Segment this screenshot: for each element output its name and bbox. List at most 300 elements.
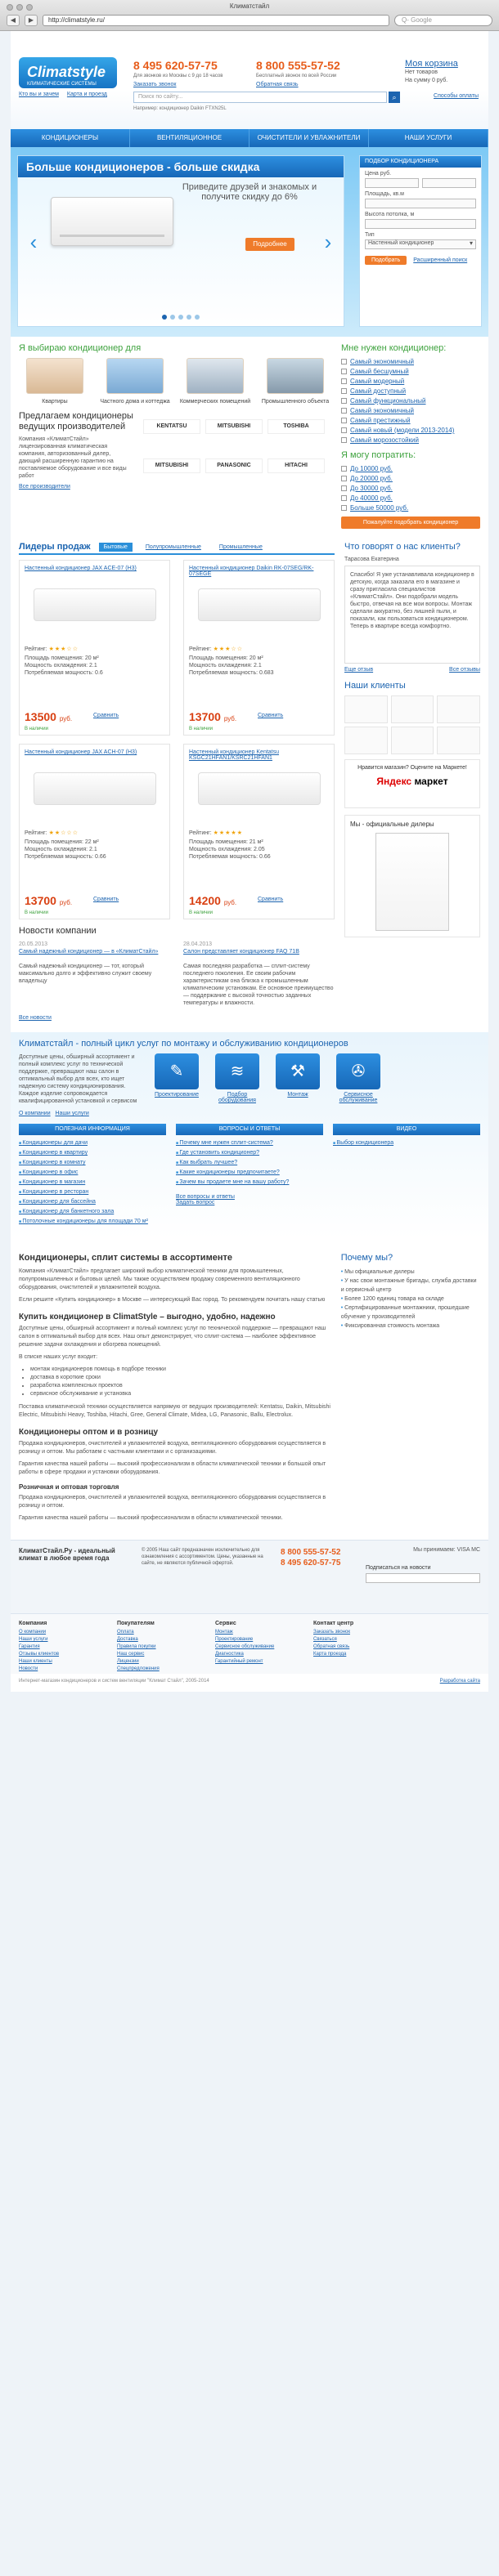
budget-option[interactable] — [341, 485, 480, 492]
browser-chrome — [0, 0, 499, 31]
brand-logo[interactable]: MITSUBISHI — [143, 458, 200, 473]
budget-title: Я могу потратить: — [341, 450, 416, 460]
brand-logo[interactable]: TOSHIBA — [267, 419, 325, 434]
cat-industrial[interactable]: Промышленного объекта — [259, 358, 331, 405]
checkbox[interactable] — [341, 466, 347, 472]
leaders-title: Лидеры продаж — [19, 542, 91, 552]
product-image[interactable] — [198, 772, 321, 805]
currency: руб. — [223, 899, 237, 906]
phone-moscow-note: Для звонков из Москвы с 9 до 18 часов — [133, 74, 223, 78]
faq-link[interactable]: ■ Где установить кондиционер? — [176, 1148, 323, 1158]
need-option-label[interactable]: Самый доступный — [350, 387, 407, 395]
footer-link[interactable]: Гарантия — [19, 1644, 40, 1649]
news-headline[interactable]: Самый надежный кондиционер — в «КлиматСтайл» — [19, 949, 159, 955]
product-spec: Мощность охлаждения: 2.1 — [189, 663, 262, 669]
choose-title: Я выбираю кондиционер для — [19, 343, 142, 353]
video-title: ВИДЕО — [333, 1124, 480, 1135]
tab-industrial[interactable]: Промышленные — [218, 544, 263, 550]
clients-title: Наши клиенты — [344, 681, 406, 691]
step-service[interactable]: ✇ Сервисное обслуживание — [333, 1053, 384, 1117]
need-title: Мне нужен кондиционер: — [341, 343, 447, 353]
article-subtitle: Купить кондиционер в ClimatStyle – выгодно, удобно, надежно — [19, 1313, 276, 1322]
callback-link[interactable]: Заказать звонок — [133, 82, 177, 87]
slide-headline: Больше кондиционеров - больше скидка — [18, 156, 344, 177]
footer-links — [11, 1613, 488, 1674]
about-company-link[interactable]: О компании — [19, 1111, 51, 1116]
client-logo[interactable] — [437, 727, 480, 754]
drill-icon: ⚒ — [276, 1053, 320, 1089]
cat-flat[interactable]: Квартиры — [19, 358, 91, 405]
news-headline[interactable]: Салон представляет кондиционер FAQ 71B — [183, 949, 299, 955]
phone-free-note: Бесплатный звонок по всей России — [256, 74, 337, 78]
footer-column — [313, 1621, 403, 1667]
nav-ventilation[interactable]: ВЕНТИЛЯЦИОННОЕ — [130, 129, 250, 147]
client-logo[interactable] — [391, 695, 434, 723]
category-image — [267, 358, 324, 394]
more-review-link[interactable]: Еще отзыв — [344, 667, 374, 673]
footer-link[interactable]: Лицензии — [117, 1659, 139, 1664]
price-label: Цена руб. — [365, 171, 392, 177]
feedback-link[interactable]: Обратная связь — [256, 82, 299, 87]
developer-link[interactable]: Разработка сайта — [439, 1679, 480, 1684]
footer-link[interactable]: Обратная связь — [313, 1644, 350, 1649]
need-option-label[interactable]: Самый бесшумный — [350, 368, 409, 375]
dealers-title: Мы - официальные дилеры — [350, 821, 434, 828]
address-bar[interactable]: http://climatstyle.ru/ — [43, 15, 389, 26]
search-example: Например: кондиционер Daikin FTXN25L — [133, 106, 227, 111]
product-rating — [189, 646, 329, 652]
product-specs — [25, 839, 164, 861]
services-section — [11, 1032, 488, 1238]
product-spec: Мощность охлаждения: 2.05 — [189, 847, 265, 852]
services-text: Доступные цены, обширный ассортимент и полный комплекс услуг по технической поддержке, превращают наш салон в оптимальный выбор для всех, кто ищет надежную систему кондиционирования. Каждое изделие сопровождается квалифицированной установкой и сервисом — [19, 1054, 137, 1104]
footer-link[interactable]: Заказать звонок — [313, 1630, 350, 1635]
checkbox[interactable] — [341, 418, 347, 423]
pencil-icon: ✎ — [155, 1053, 199, 1089]
cart-sum: На сумму 0 руб. — [405, 78, 448, 83]
news-text: Самый надежный кондиционер — тот, который максимально долго и эффективно служит своему владельцу — [19, 964, 152, 984]
services-title: Климатстайл - полный цикл услуг по монтажу и обслуживанию кондиционеров — [19, 1039, 348, 1049]
need-option-label[interactable]: Самый экономичный — [350, 407, 415, 414]
product-rating — [25, 646, 164, 652]
need-option[interactable] — [341, 436, 480, 444]
area-label: Площадь, кв.м — [365, 191, 404, 197]
star-icon: ★★★☆☆ — [48, 646, 79, 652]
copyright: Интернет-магазин кондиционеров и систем вентиляции "Климат Стайл", 2005-2014 — [19, 1679, 209, 1684]
faq-link[interactable]: ■ Какие кондиционеры предпочитаете? — [176, 1168, 323, 1178]
article-list-item: • разработка комплексных проектов — [30, 1382, 331, 1390]
main-nav — [11, 129, 488, 147]
article-list-item: • доставка в короткие сроки — [30, 1374, 331, 1382]
footer-link[interactable]: Диагностика — [215, 1652, 244, 1657]
product-name[interactable]: Настенный кондиционер Daikin RK-07SEG/RK-07SEGE — [189, 566, 314, 577]
yandex-market-widget[interactable]: Нравится магазин? Оцените на Маркете! Яндекс маркет — [344, 759, 480, 808]
footer-bottom — [11, 1674, 488, 1692]
category-image — [26, 358, 83, 394]
footer-link[interactable]: Оплата — [117, 1630, 134, 1635]
product-spec: Потребляемая мощность: 0.66 — [189, 854, 271, 860]
useful-link[interactable]: ■ Кондиционер для банкетного зала — [19, 1207, 166, 1217]
slide-text: Приведите друзей и знакомых и получите скидку до 6% — [182, 182, 317, 202]
product-spec: Площадь помещения: 22 м² — [25, 839, 99, 845]
tab-semi-industrial[interactable]: Полупромышленные — [145, 544, 201, 550]
footer-link[interactable]: Отзывы клиентов — [19, 1652, 60, 1657]
category-image — [106, 358, 164, 394]
air-conditioner-image — [51, 197, 173, 246]
review-author: Тарасова Екатерина — [344, 557, 399, 562]
why-item: • Более 1200 единиц товара на складе — [341, 1295, 480, 1304]
article-list-item: • сервисное обслуживание и установка — [30, 1390, 331, 1398]
checkbox[interactable] — [341, 378, 347, 384]
site-header — [11, 31, 488, 129]
forward-button[interactable]: ▶ — [25, 15, 38, 26]
budget-option-label[interactable]: Больше 50000 руб. — [350, 504, 409, 512]
advanced-search-link[interactable]: Расширенный поиск — [413, 257, 468, 263]
budget-option[interactable] — [341, 465, 480, 472]
all-reviews-link[interactable]: Все отзывы — [449, 667, 480, 673]
need-option[interactable] — [341, 397, 480, 405]
site-logo[interactable]: Climatstyle КЛИМАТИЧЕСКИЕ СИСТЕМЫ — [19, 57, 117, 88]
all-faq-link[interactable]: Все вопросы и ответы — [176, 1194, 235, 1200]
slide-more-button[interactable]: Подробнее — [245, 238, 294, 251]
about-link[interactable]: Кто вы и зачем — [19, 92, 59, 97]
client-logo[interactable] — [344, 727, 388, 754]
newsletter-email-input[interactable] — [366, 1573, 480, 1583]
need-option[interactable] — [341, 378, 480, 385]
article-paragraph: Гарантия качества нашей работы — высокий профессионализм в области климатической техники. — [19, 1515, 283, 1521]
checkbox[interactable] — [341, 476, 347, 481]
reviews-title: Что говорят о нас клиенты? — [344, 542, 461, 552]
rating-label: Рейтинг: — [25, 830, 49, 836]
product-specs — [189, 839, 329, 861]
rating-label: Рейтинг: — [189, 646, 214, 652]
footer-phone: 8 495 620-57-75 — [281, 1559, 341, 1568]
currency: руб. — [223, 715, 237, 722]
slide-dot[interactable] — [195, 315, 200, 320]
why-item: • Мы официальные дилеры — [341, 1268, 480, 1277]
slide-dot[interactable] — [178, 315, 183, 320]
footer-tagline: КлиматСтайл.Ру - идеальный климат в любое время года — [19, 1547, 115, 1562]
picker-title: ПОДБОР КОНДИЦИОНЕРА — [360, 156, 481, 168]
article-paragraph: Компания «КлиматСтайл» предлагает широкий выбор климатической техники для промышленных, полупромышленных и бытовых целей. Мы также осуществляем продажу современного вентиляционного оборудования, очистителей и увлажнителей воздуха. — [19, 1268, 300, 1290]
footer-desc: © 2005 Наш сайт предназначен исключительно для ознакомления с ассортиментом. Цены, указанные на сайте, не являются публичной офертой. — [142, 1548, 263, 1566]
footer-column-title: Контакт центр — [313, 1621, 354, 1626]
search-icon[interactable]: ⌕ — [389, 92, 400, 103]
footer-column-title: Покупателям — [117, 1621, 155, 1626]
footer-link[interactable]: Правила покупки — [117, 1644, 156, 1649]
footer-link[interactable]: Наши клиенты — [19, 1659, 52, 1664]
star-icon: ★★★☆☆ — [213, 646, 243, 652]
slide-pager[interactable] — [18, 315, 344, 320]
brand-logo[interactable]: HITACHI — [267, 458, 325, 473]
budget-option-label[interactable]: До 40000 руб. — [350, 494, 393, 502]
step-design[interactable]: ✎ Проектирование — [151, 1053, 202, 1117]
need-option-label[interactable]: Самый морозостойкий — [350, 436, 419, 444]
currency: руб. — [59, 715, 73, 722]
stock-status: В наличии — [189, 727, 214, 731]
conditioner-picker — [359, 155, 482, 327]
checkbox[interactable] — [341, 369, 347, 374]
slide-dot[interactable] — [162, 315, 167, 320]
stock-status: В наличии — [25, 727, 49, 731]
need-option[interactable] — [341, 368, 480, 375]
phone-moscow: 8 495 620-57-75 — [133, 59, 218, 72]
article-subtitle: Кондиционеры оптом и в розницу — [19, 1428, 159, 1437]
type-select[interactable]: Настенный кондиционер ▾ — [365, 239, 476, 249]
all-news-link[interactable]: Все новости — [19, 1015, 52, 1021]
review-text: Спасибо! Я уже устанавливала кондиционер в детскую, когда заказала его в магазине и сразу пригласила специалистов «КлиматСтайл». Они подобрали модель быстро, отвечая на все мои вопросы. Монтаж сделали аккуратно, без лишней пыли, и показали, как пользоваться кондиционером. Теперь в квартире всегда комфортно. — [344, 566, 480, 664]
ac-unit-icon: ≋ — [215, 1053, 259, 1089]
chevron-left-icon[interactable]: ‹ — [29, 230, 38, 254]
client-logo[interactable] — [437, 695, 480, 723]
product-name[interactable]: Настенный кондиционер JAX ACE-07 (H3) — [25, 566, 137, 571]
faq-link[interactable]: ■ Почему мне нужен сплит-система? — [176, 1138, 323, 1148]
useful-link[interactable]: ■ Потолочные кондиционеры для площади 70 м² — [19, 1217, 166, 1227]
product-price: 13500 руб. — [25, 710, 73, 723]
why-item: • Фиксированная стоимость монтажа — [341, 1322, 480, 1330]
page — [11, 31, 488, 1692]
footer-link[interactable]: Наши услуги — [19, 1637, 48, 1642]
browser-search-input[interactable]: Q- Google — [394, 15, 492, 26]
article-list-item: • монтаж кондиционеров помощь в подборе техники — [30, 1366, 331, 1374]
budget-option-label[interactable]: До 10000 руб. — [350, 465, 393, 472]
dealer-certificates — [344, 815, 480, 937]
need-option-label[interactable]: Самый престижный — [350, 417, 411, 424]
ask-question-link[interactable]: Задать вопрос — [176, 1200, 215, 1205]
checkbox[interactable] — [341, 505, 347, 511]
stock-status: В наличии — [189, 910, 214, 915]
faq-link[interactable]: ■ Зачем вы продаете мне на вашу работу? — [176, 1178, 323, 1187]
product-image[interactable] — [34, 772, 156, 805]
footer-link[interactable]: Проектирование — [215, 1637, 254, 1642]
product-rating — [189, 830, 329, 836]
area-input[interactable] — [365, 199, 476, 208]
window-title: Климатстайл — [229, 2, 270, 10]
news-date: 20.05.2013 — [19, 941, 48, 947]
cat-house[interactable]: Частного дома и коттеджа — [99, 358, 171, 405]
budget-option-label[interactable]: До 30000 руб. — [350, 485, 393, 492]
checkbox[interactable] — [341, 359, 347, 364]
need-option-label[interactable]: Самый функциональный — [350, 397, 426, 405]
budget-option[interactable] — [341, 475, 480, 482]
product-spec: Площадь помещения: 21 м² — [189, 839, 263, 845]
brands-heading: Предлагаем кондиционеры ведущих производителей — [19, 411, 133, 432]
pick-me-button[interactable]: Пожалуйте подобрать кондиционер — [341, 517, 480, 529]
product-spec: Площадь помещения: 20 м² — [189, 655, 263, 661]
news-date: 28.04.2013 — [183, 941, 213, 947]
site-search-input[interactable]: Поиск по сайту... — [133, 92, 387, 103]
rating-label: Рейтинг: — [25, 646, 49, 652]
product-spec: Потребляемая мощность: 0.66 — [25, 854, 106, 860]
need-option[interactable] — [341, 417, 480, 424]
article-paragraph: Гарантия качества нашей работы — высокий профессионализм в области климатической техники и большой опыт работы в сфере продажи и установки оборудования. — [19, 1461, 326, 1475]
article-paragraph: Доступные цены, обширный ассортимент и полный комплекс услуг по технической поддержке — превращают наш салон в оптимальный выбор для всех. Наш опыт демонстрирует, что сплит-система — наиболее эффективное решение задачи охлаждения и обогрева помещений. — [19, 1326, 326, 1348]
product-price: 13700 руб. — [189, 710, 237, 723]
footer-column — [19, 1621, 109, 1671]
product-specs — [25, 655, 164, 677]
client-logo[interactable] — [344, 695, 388, 723]
footer-column — [215, 1621, 305, 1667]
wrench-icon: ✇ — [336, 1053, 380, 1089]
article-subtitle: Розничная и оптовая торговля — [19, 1483, 119, 1491]
newsletter — [366, 1565, 480, 1583]
product-price: 13700 руб. — [25, 894, 73, 907]
brands-text: Компания «КлиматСтайл» лицензированная климатическая компания, авторизованный дилер, дающий расширенную гарантию на поставляемое оборудование и все виды работ — [19, 436, 127, 479]
client-logo[interactable] — [391, 727, 434, 754]
compare-link[interactable]: Сравнить — [93, 713, 119, 718]
footer-top — [11, 1540, 488, 1613]
budget-option-label[interactable]: До 20000 руб. — [350, 475, 393, 482]
checkbox[interactable] — [341, 388, 347, 394]
footer-link[interactable]: Монтаж — [215, 1630, 233, 1635]
cart[interactable] — [405, 59, 479, 85]
checkbox[interactable] — [341, 427, 347, 433]
footer-link[interactable]: Доставка — [117, 1637, 138, 1642]
product-card[interactable] — [19, 560, 170, 736]
type-label: Тип — [365, 232, 375, 238]
footer-column — [117, 1621, 207, 1671]
tab-household[interactable]: Бытовые — [99, 543, 133, 552]
currency: руб. — [59, 899, 73, 906]
height-input[interactable] — [365, 219, 476, 229]
product-image[interactable] — [34, 588, 156, 621]
useful-link[interactable]: ■ Кондиционеры для дачи — [19, 1138, 166, 1148]
need-option-label[interactable]: Самый новый (модели 2013-2014) — [350, 427, 455, 434]
why-title: Почему мы? — [340, 1253, 393, 1263]
map-link[interactable]: Карта и проезд — [66, 92, 107, 97]
video-link[interactable]: ■ Выбор кондиционера — [333, 1138, 480, 1148]
nav-services[interactable]: НАШИ УСЛУГИ — [369, 129, 488, 147]
footer-link[interactable]: Связаться — [313, 1637, 337, 1642]
footer-column-title: Компания — [19, 1621, 47, 1626]
compare-link[interactable]: Сравнить — [258, 713, 284, 718]
checkbox[interactable] — [341, 408, 347, 414]
footer-link[interactable]: О компании — [19, 1630, 47, 1635]
footer-link[interactable]: Сервисное обслуживание — [215, 1644, 275, 1649]
newsletter-title: Подписаться на новости — [366, 1565, 431, 1571]
product-name[interactable]: Настенный кондиционер Kentatsu KSGC21HFAN1/KSRC21HFAN1 — [189, 749, 280, 761]
checkbox[interactable] — [341, 495, 347, 501]
chevron-right-icon[interactable]: › — [324, 230, 332, 254]
video-box — [333, 1124, 480, 1230]
footer-phone: 8 800 555-57-52 — [281, 1548, 341, 1557]
checkbox[interactable] — [341, 398, 347, 404]
leaders-tabs — [19, 542, 335, 555]
rating-label: Рейтинг: — [189, 830, 214, 836]
certificate-image[interactable] — [375, 833, 449, 931]
useful-info-box — [19, 1124, 166, 1230]
brand-logo[interactable]: MITSUBISHI — [205, 419, 263, 434]
article-paragraph: Поставка климатической техники осуществляется напрямую от ведущих производителей: Kentatsu, Daikin, Mitsubishi Electric, Mitsubishi Heavy, Toshiba, Hitachi, Gree, General Climate, Midea, LG, Panasonic, Ballu, Electrolux. — [19, 1404, 330, 1418]
nav-purifiers[interactable]: ОЧИСТИТЕЛИ И УВЛАЖНИТЕЛИ — [250, 129, 369, 147]
useful-link[interactable]: ■ Кондиционер в магазин — [19, 1178, 166, 1187]
slide-dot[interactable] — [187, 315, 191, 320]
footer-link[interactable]: Гарантийный ремонт — [215, 1659, 263, 1664]
nav-conditioners[interactable]: КОНДИЦИОНЕРЫ — [11, 129, 130, 147]
why-item: • Сертифицированные монтажники, прошедшие обучение у производителей — [341, 1304, 480, 1322]
budget-option[interactable] — [341, 494, 480, 502]
article-title: Кондиционеры, сплит системы в ассортименте — [19, 1253, 232, 1263]
need-option[interactable] — [341, 427, 480, 434]
pick-button[interactable]: Подобрать — [365, 256, 407, 265]
budget-option[interactable] — [341, 504, 480, 512]
brand-logos — [143, 419, 325, 490]
product-card[interactable] — [19, 744, 170, 919]
client-logos — [344, 695, 480, 754]
useful-link[interactable]: ■ Кондиционер в комнату — [19, 1158, 166, 1168]
useful-link[interactable]: ■ Кондиционер в квартиру — [19, 1148, 166, 1158]
product-specs — [189, 655, 329, 677]
back-button[interactable]: ◀ — [7, 15, 20, 26]
all-brands-link[interactable]: Все производители — [19, 484, 70, 490]
useful-link[interactable]: ■ Кондиционер в офис — [19, 1168, 166, 1178]
star-icon: ★★★★★ — [213, 830, 243, 836]
need-option[interactable] — [341, 358, 480, 365]
cat-commercial[interactable]: Коммерческих помещений — [179, 358, 251, 405]
footer-link[interactable]: Спецпредложения — [117, 1666, 160, 1671]
faq-link[interactable]: ■ Как выбрать лучшее? — [176, 1158, 323, 1168]
article-paragraph: Если решите «Купить кондиционер» в Москве — интересующий Вас город. То рекомендуем почитать нашу статью — [19, 1297, 326, 1303]
step-selection[interactable]: ≋ Подбор оборудования — [212, 1053, 263, 1117]
need-option-label[interactable]: Самый модерный — [350, 378, 405, 385]
need-option-label[interactable]: Самый экономичный — [350, 358, 415, 365]
product-spec: Мощность охлаждения: 2.1 — [25, 847, 97, 852]
compare-link[interactable]: Сравнить — [93, 897, 119, 902]
product-spec: Потребляемая мощность: 0.6 — [25, 670, 103, 676]
cart-title[interactable]: Моя корзина — [405, 59, 458, 69]
checkbox[interactable] — [341, 485, 347, 491]
product-spec: Мощность охлаждения: 2.1 — [25, 663, 97, 669]
product-image[interactable] — [198, 588, 321, 621]
footer-link[interactable]: Новости — [19, 1666, 38, 1671]
our-services-link[interactable]: Наши услуги — [55, 1111, 89, 1116]
footer-link[interactable]: Карта проезда — [313, 1652, 347, 1657]
brand-logo[interactable]: PANASONIC — [205, 458, 263, 473]
checkbox[interactable] — [341, 437, 347, 443]
need-option[interactable] — [341, 387, 480, 395]
star-icon: ★★☆☆☆ — [48, 830, 79, 836]
product-card[interactable] — [183, 560, 335, 736]
step-install[interactable]: ⚒ Монтаж — [272, 1053, 323, 1117]
height-label: Высота потолка, м — [365, 212, 415, 217]
useful-link[interactable]: ■ Кондиционер для бассейна — [19, 1197, 166, 1207]
slide-dot[interactable] — [170, 315, 175, 320]
brand-logo[interactable]: KENTATSU — [143, 419, 200, 434]
hero — [11, 147, 488, 337]
compare-link[interactable]: Сравнить — [258, 897, 284, 902]
stock-status: В наличии — [25, 910, 49, 915]
news-text: Самая последняя разработка — сплит-систему последнего поколения. Ее своим рабочим характеристикам она близка к промышленным климатическим установкам. Ее основное преимущество — поддержание с высокой точностью заданных температуры и влажности. — [183, 964, 334, 1006]
product-card[interactable] — [183, 744, 335, 919]
price-to-input[interactable] — [422, 178, 476, 188]
product-name[interactable]: Настенный кондиционер JAX ACH-07 (H3) — [25, 749, 137, 755]
payment-link[interactable]: Способы оплаты — [434, 93, 479, 99]
useful-link[interactable]: ■ Кондиционер в ресторан — [19, 1187, 166, 1197]
promo-slider[interactable] — [17, 155, 344, 327]
useful-info-title: ПОЛЕЗНАЯ ИНФОРМАЦИЯ — [19, 1124, 166, 1135]
product-spec: Площадь помещения: 20 м² — [25, 655, 99, 661]
article-paragraph: В списке наших услуг входит: — [19, 1354, 98, 1360]
footer-column-title: Сервис — [215, 1621, 236, 1626]
footer-link[interactable]: Наш сервис — [117, 1652, 145, 1657]
product-price: 14200 руб. — [189, 894, 237, 907]
need-option[interactable] — [341, 407, 480, 414]
price-from-input[interactable] — [365, 178, 419, 188]
cart-items: Нет товаров — [405, 69, 438, 75]
product-spec: Потребляемая мощность: 0.683 — [189, 670, 274, 676]
why-item: • У нас свои монтажные бригады, служба доставки и сервисный центр — [341, 1277, 480, 1295]
payment-methods: Мы принимаем: VISA MC — [413, 1547, 480, 1553]
